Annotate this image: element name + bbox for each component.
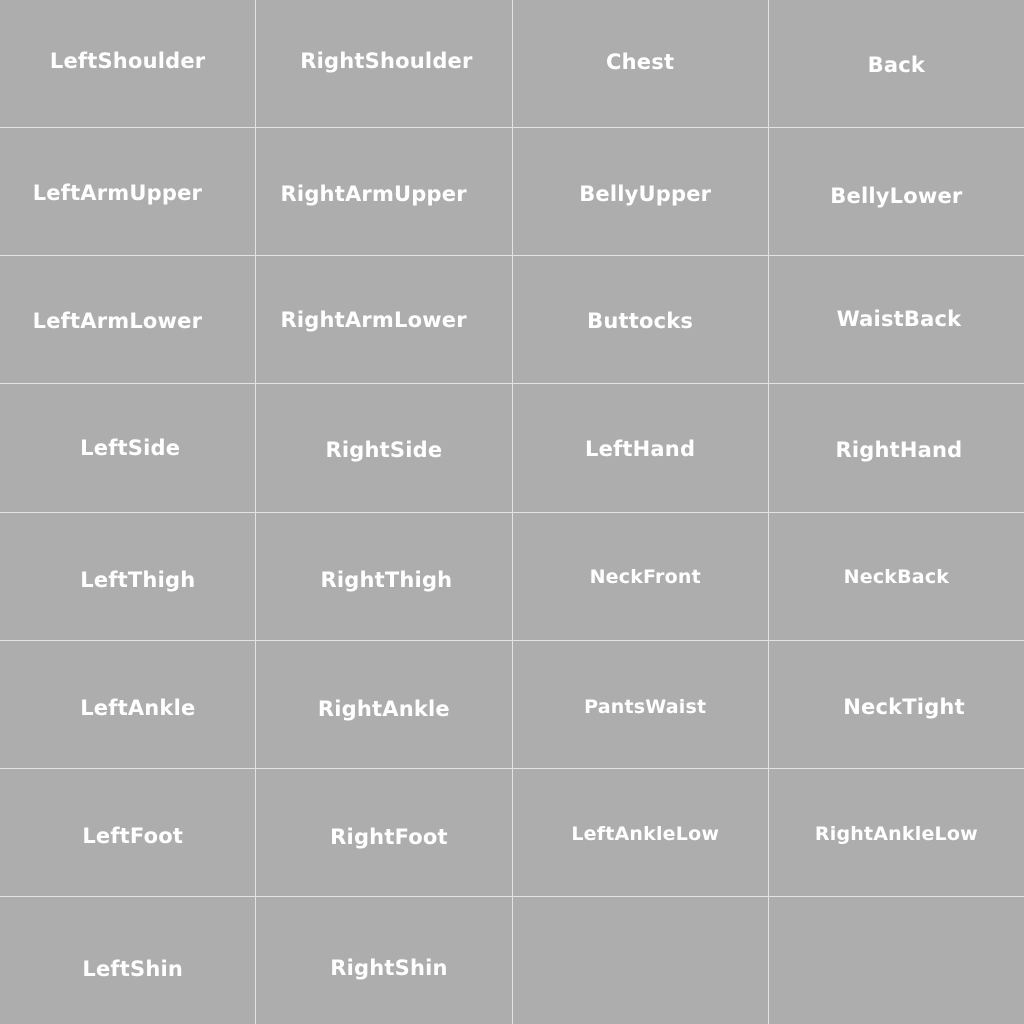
cell-label: LeftSide: [80, 435, 181, 460]
cell-label: LeftFoot: [82, 824, 184, 849]
cell-neck-back: [769, 513, 1024, 640]
cell-neck-front: [513, 513, 768, 640]
cell-waist-back: [769, 256, 1024, 383]
cell-label: LeftShin: [82, 957, 184, 982]
cell-label: RightArmLower: [280, 307, 467, 332]
cell-label: LeftAnkleLow: [571, 822, 720, 845]
cell-label: LeftAnkle: [80, 696, 196, 720]
cell-label: LeftHand: [585, 437, 696, 462]
cell-right-arm-upper: [256, 128, 511, 255]
cell-right-thigh: [256, 513, 511, 640]
cell-label: LeftArmLower: [32, 309, 203, 334]
cell-left-foot: [0, 769, 255, 896]
cell-label: RightAnkle: [317, 697, 450, 722]
cell-left-shoulder: [0, 0, 255, 127]
cell-label: LeftThigh: [80, 567, 196, 592]
cell-label: RightShin: [330, 956, 448, 981]
cell-right-arm-lower: [256, 256, 511, 383]
cell-label: Chest: [606, 50, 675, 75]
cell-empty: [513, 897, 768, 1024]
cell-label: RightHand: [835, 438, 963, 463]
cell-left-thigh: [0, 513, 255, 640]
cell-label: RightSide: [325, 438, 443, 463]
cell-left-arm-upper: [0, 128, 255, 255]
cell-right-shin: [256, 897, 511, 1024]
cell-neck-tight: [769, 641, 1024, 768]
cell-label: RightArmUpper: [280, 182, 467, 207]
cell-right-ankle: [256, 641, 511, 768]
cell-right-side: [256, 384, 511, 511]
cell-label: RightThigh: [320, 567, 453, 592]
cell-label: RightShoulder: [300, 49, 473, 74]
cell-label: Buttocks: [587, 309, 694, 334]
cell-label: LeftArmUpper: [32, 180, 203, 205]
cell-right-foot: [256, 769, 511, 896]
cell-left-ankle-low: [513, 769, 768, 896]
cell-belly-lower: [769, 128, 1024, 255]
cell-label: WaistBack: [836, 306, 962, 331]
cell-label: BellyLower: [830, 183, 963, 208]
cell-label: NeckFront: [589, 566, 701, 589]
cell-pants-waist: [513, 641, 768, 768]
cell-left-shin: [0, 897, 255, 1024]
cell-left-side: [0, 384, 255, 511]
cell-label: NeckBack: [843, 566, 950, 589]
cell-back: [769, 0, 1024, 127]
cell-chest: [513, 0, 768, 127]
cell-right-ankle-low: [769, 769, 1024, 896]
cell-label: RightFoot: [330, 825, 448, 850]
cell-label: BellyUpper: [579, 182, 712, 207]
cell-empty: [769, 897, 1024, 1024]
cell-left-ankle: [0, 641, 255, 768]
cell-label: PantsWaist: [584, 695, 707, 718]
cell-left-hand: [513, 384, 768, 511]
cell-label: NeckTight: [843, 694, 965, 719]
cell-right-hand: [769, 384, 1024, 511]
cell-belly-upper: [513, 128, 768, 255]
cell-label: LeftShoulder: [49, 49, 206, 74]
cell-label: RightAnkleLow: [814, 822, 978, 845]
cell-buttocks: [513, 256, 768, 383]
cell-right-shoulder: [256, 0, 511, 127]
cell-label: Back: [867, 52, 926, 77]
cell-left-arm-lower: [0, 256, 255, 383]
